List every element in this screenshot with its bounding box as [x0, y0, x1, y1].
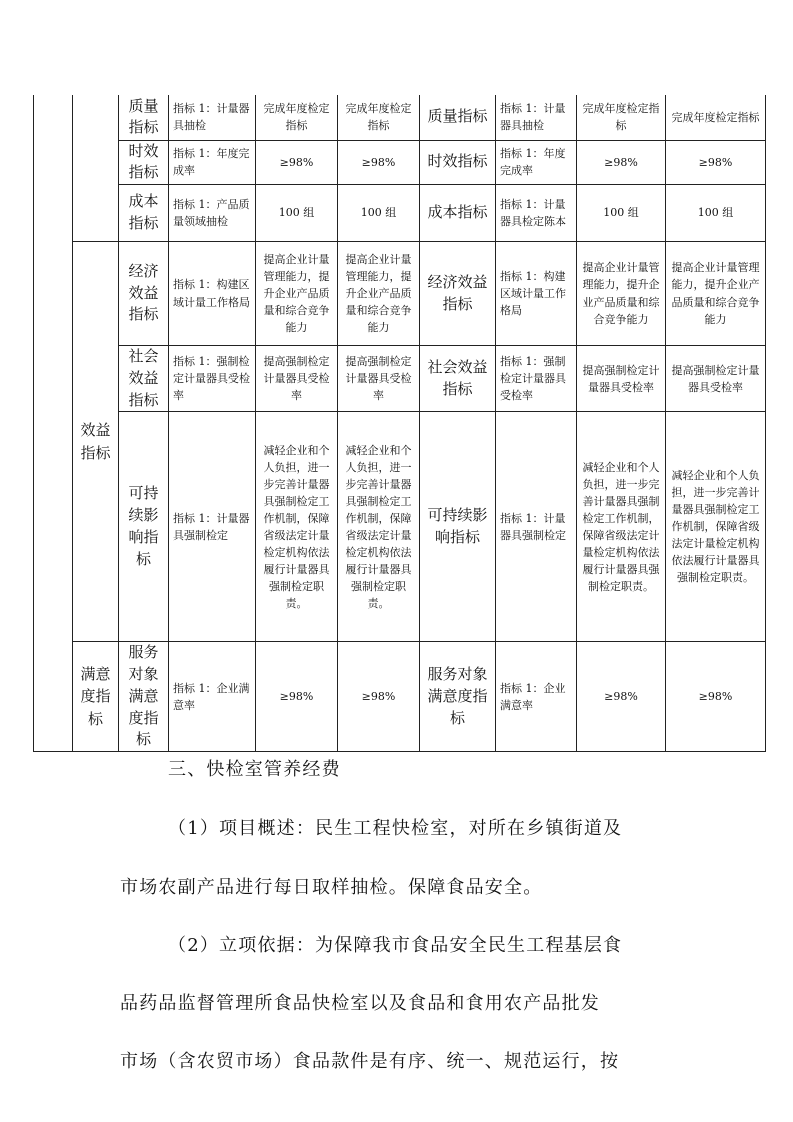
indicator-value: ≥98% [338, 140, 420, 185]
indicator-name: 服务对象满意度指标 [119, 642, 169, 752]
indicator-item: 指标 1：计量器具抽检 [496, 95, 577, 140]
indicator-item: 指标 1：构建区域计量工作格局 [169, 242, 256, 346]
section-heading: 三、快检室管养经费 [168, 759, 341, 780]
indicator-value: 提高强制检定计量器具受检率 [666, 346, 766, 412]
paragraph-line: （2）立项依据：为保障我市食品安全民生工程基层食 [168, 935, 623, 956]
table-row [34, 95, 766, 140]
indicator-value: 100 组 [666, 185, 766, 242]
table-row [34, 642, 766, 752]
indicator-value: ≥98% [577, 642, 666, 752]
indicator-value: ≥98% [666, 140, 766, 185]
paragraph-line: 市场（含农贸市场）食品款件是有序、统一、规范运行，按 [120, 1051, 620, 1072]
indicator-value: 提高企业计量管理能力，提升企业产品质量和综合竞争能力 [666, 242, 766, 346]
indicator-item: 指标 1：计量器具强制检定 [496, 412, 577, 642]
indicator-name: 可持续影响指标 [119, 412, 169, 642]
indicator-name: 质量指标 [420, 95, 496, 140]
indicator-value: 完成年度检定指标 [666, 95, 766, 140]
indicator-value: ≥98% [256, 642, 338, 752]
paragraph-line: 品药品监督管理所食品快检室以及食品和食用农产品批发 [120, 993, 600, 1014]
indicator-value: 减轻企业和个人负担，进一步完善计量器具强制检定工作机制，保障省级法定计量检定机构依法履行计量器具强制检定职责。 [256, 412, 338, 642]
indicator-name: 经济效益指标 [420, 242, 496, 346]
indicator-name: 经济效益指标 [119, 242, 169, 346]
table-row [34, 412, 766, 642]
indicator-item: 指标 1：企业满意率 [496, 642, 577, 752]
indicator-value: 完成年度检定指标 [577, 95, 666, 140]
indicator-value: 100 组 [577, 185, 666, 242]
output-group-cell [73, 95, 119, 242]
indicator-value: 提高企业计量管理能力，提升企业产品质量和综合竞争能力 [256, 242, 338, 346]
indicator-name: 质量指标 [119, 95, 169, 140]
indicator-value: ≥98% [577, 140, 666, 185]
indicator-item: 指标 1：产品质量领域抽检 [169, 185, 256, 242]
indicator-item: 指标 1：强制检定计量器具受检率 [496, 346, 577, 412]
paragraph-line: （1）项目概述：民生工程快检室，对所在乡镇街道及 [168, 818, 623, 839]
table-row [34, 346, 766, 412]
indicator-value: 减轻企业和个人负担，进一步完善计量器具强制检定工作机制，保障省级法定计量检定机构依法履行计量器具强制检定职责。 [577, 412, 666, 642]
outer-blank-cell [34, 95, 73, 752]
indicator-item: 指标 1：计量器具强制检定 [169, 412, 256, 642]
indicator-value: 100 组 [338, 185, 420, 242]
indicator-value: ≥98% [338, 642, 420, 752]
indicator-value: ≥98% [256, 140, 338, 185]
indicator-name: 社会效益指标 [119, 346, 169, 412]
indicator-name: 成本指标 [119, 185, 169, 242]
indicator-item: 指标 1：年度完成率 [169, 140, 256, 185]
indicator-value: 减轻企业和个人负担，进一步完善计量器具强制检定工作机制，保障省级法定计量检定机构依法履行计量器具强制检定职责。 [666, 412, 766, 642]
indicator-item: 指标 1：强制检定计量器具受检率 [169, 346, 256, 412]
indicator-value: 提高企业计量管理能力，提升企业产品质量和综合竞争能力 [577, 242, 666, 346]
indicator-value: 提高强制检定计量器具受检率 [256, 346, 338, 412]
indicator-value: 提高强制检定计量器具受检率 [338, 346, 420, 412]
indicator-value: 完成年度检定指标 [338, 95, 420, 140]
indicator-item: 指标 1：年度完成率 [496, 140, 577, 185]
performance-indicator-table [33, 95, 766, 752]
indicator-value: 减轻企业和个人负担，进一步完善计量器具强制检定工作机制，保障省级法定计量检定机构依法履行计量器具强制检定职责。 [338, 412, 420, 642]
group-label-benefit: 效益指标 [73, 242, 119, 642]
indicator-value: 完成年度检定指标 [256, 95, 338, 140]
indicator-item: 指标 1：企业满意率 [169, 642, 256, 752]
table-row [34, 140, 766, 185]
table-row [34, 185, 766, 242]
indicator-name: 时效指标 [119, 140, 169, 185]
indicator-name: 时效指标 [420, 140, 496, 185]
indicator-name: 服务对象满意度指标 [420, 642, 496, 752]
indicator-name: 成本指标 [420, 185, 496, 242]
indicator-value: 100 组 [256, 185, 338, 242]
indicator-item: 指标 1：计量器具检定陈本 [496, 185, 577, 242]
indicator-value: 提高企业计量管理能力，提升企业产品质量和综合竞争能力 [338, 242, 420, 346]
paragraph-line: 市场农副产品进行每日取样抽检。保障食品安全。 [120, 877, 543, 898]
indicator-item: 指标 1：计量器具抽检 [169, 95, 256, 140]
group-label-satisfaction: 满意度指标 [73, 642, 119, 752]
indicator-item: 指标 1：构建区域计量工作格局 [496, 242, 577, 346]
indicator-value: 提高强制检定计量器具受检率 [577, 346, 666, 412]
indicator-value: ≥98% [666, 642, 766, 752]
indicator-name: 社会效益指标 [420, 346, 496, 412]
table-row [34, 242, 766, 346]
indicator-name: 可持续影响指标 [420, 412, 496, 642]
